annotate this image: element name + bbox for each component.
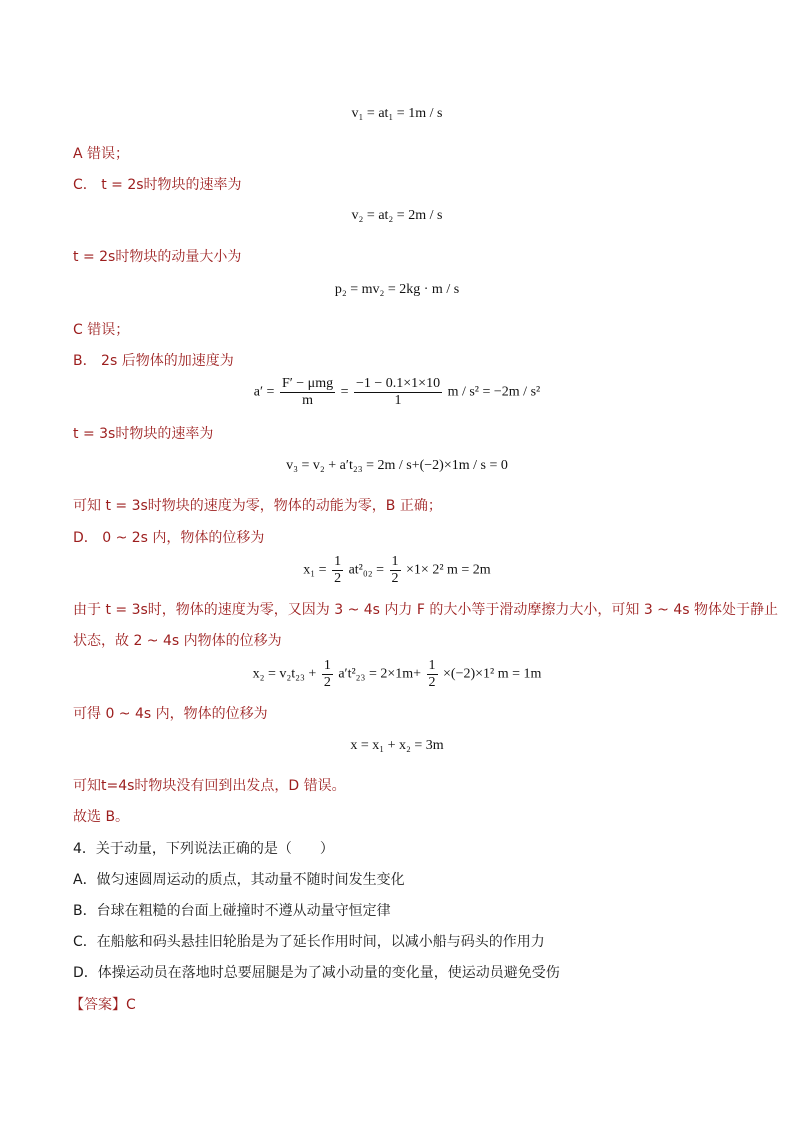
fraction-half-4 — [427, 658, 438, 691]
x1-rhs: ×1× 2² m = 2m — [406, 562, 491, 578]
equation-v3: v₃ = v₂ + a′t₂₃ = 2m / s+(−2)×1m / s = 0 — [286, 458, 508, 473]
a-prime-rhs: m / s² = −2m / s² — [447, 384, 541, 400]
fraction-half-3-denominator: 2 — [323, 675, 331, 690]
statement-b-correct: 可知 t = 3s时物块的速度为零，物体的动能为零，B 正确； — [73, 498, 442, 514]
equation-x-total: x = x₁ + x₂ = 3m — [350, 738, 444, 753]
fraction-force — [280, 376, 335, 409]
a-prime-equals: = — [340, 384, 349, 400]
fraction-half-2-denominator: 2 — [391, 571, 399, 586]
statement-c-wrong: C 错误； — [73, 322, 130, 338]
question-4-option-a: A．做匀速圆周运动的质点，其动量不随时间发生变化 — [73, 872, 405, 888]
x2-lhs: x₂ = v₂t₂₃ + — [252, 666, 317, 682]
fraction-half-2-numerator: 1 — [391, 554, 399, 569]
x1-middle: at²₀₂ = — [348, 562, 385, 578]
total-displacement-label: 可得 0 ~ 4s 内，物体的位移为 — [73, 706, 268, 722]
fraction-values-numerator: −1 − 0.1×1×10 — [355, 376, 441, 391]
fraction-values-denominator: 1 — [394, 393, 402, 408]
t3-speed-label: t = 3s时物块的速率为 — [73, 426, 214, 442]
equation-x1 — [0, 554, 794, 587]
reason-line-1: 由于 t = 3s时，物体的速度为零，又因为 3 ~ 4s 内力 F 的大小等于滑动摩擦力大小，可知 3 ~ 4s 物体处于静止 — [73, 602, 779, 618]
a-prime-lhs: a′ = — [253, 384, 275, 400]
option-d-heading: D． 0 ~ 2s 内，物体的位移为 — [73, 530, 265, 546]
fraction-half-3-numerator: 1 — [323, 658, 331, 673]
statement-a-wrong: A 错误； — [73, 146, 130, 162]
fraction-values — [354, 376, 442, 409]
x1-lhs: x₁ = — [303, 562, 327, 578]
t2-momentum-label: t = 2s时物块的动量大小为 — [73, 249, 242, 265]
reason-line-2: 状态，故 2 ~ 4s 内物体的位移为 — [73, 633, 282, 649]
fraction-force-numerator: F′ − μmg — [281, 376, 334, 391]
x2-rhs: ×(−2)×1² m = 1m — [443, 666, 542, 682]
equation-a-prime — [0, 376, 794, 409]
fraction-half-2 — [390, 554, 401, 587]
x2-middle: a′t²₂₃ = 2×1m+ — [338, 666, 422, 682]
fraction-half-3 — [322, 658, 333, 691]
question-4-option-c: C．在船舷和码头悬挂旧轮胎是为了延长作用时间，以减小船与码头的作用力 — [73, 934, 545, 950]
fraction-half-4-denominator: 2 — [428, 675, 436, 690]
option-c-heading: C． t = 2s时物块的速率为 — [73, 177, 242, 193]
question-4-stem: 4．关于动量，下列说法正确的是（ ） — [73, 841, 334, 857]
question-4-option-b: B．台球在粗糙的台面上碰撞时不遵从动量守恒定律 — [73, 903, 391, 919]
equation-x2 — [0, 658, 794, 691]
fraction-half-1-numerator: 1 — [334, 554, 342, 569]
fraction-half-1-denominator: 2 — [334, 571, 342, 586]
answer-label: 【答案】C — [70, 997, 136, 1013]
statement-d-wrong: 可知t=4s时物块没有回到出发点，D 错误。 — [73, 778, 346, 794]
equation-v1: v₁ = at₁ = 1m / s — [351, 106, 443, 121]
final-choice: 故选 B。 — [73, 809, 130, 825]
fraction-half-4-numerator: 1 — [428, 658, 436, 673]
fraction-half-1 — [332, 554, 343, 587]
option-b-heading: B． 2s 后物体的加速度为 — [73, 353, 234, 369]
equation-v2: v₂ = at₂ = 2m / s — [351, 208, 443, 223]
fraction-force-denominator: m — [302, 393, 313, 408]
question-4-option-d: D．体操运动员在落地时总要屈腿是为了减小动量的变化量，使运动员避免受伤 — [73, 965, 560, 981]
equation-p2: p₂ = mv₂ = 2kg · m / s — [334, 282, 460, 297]
